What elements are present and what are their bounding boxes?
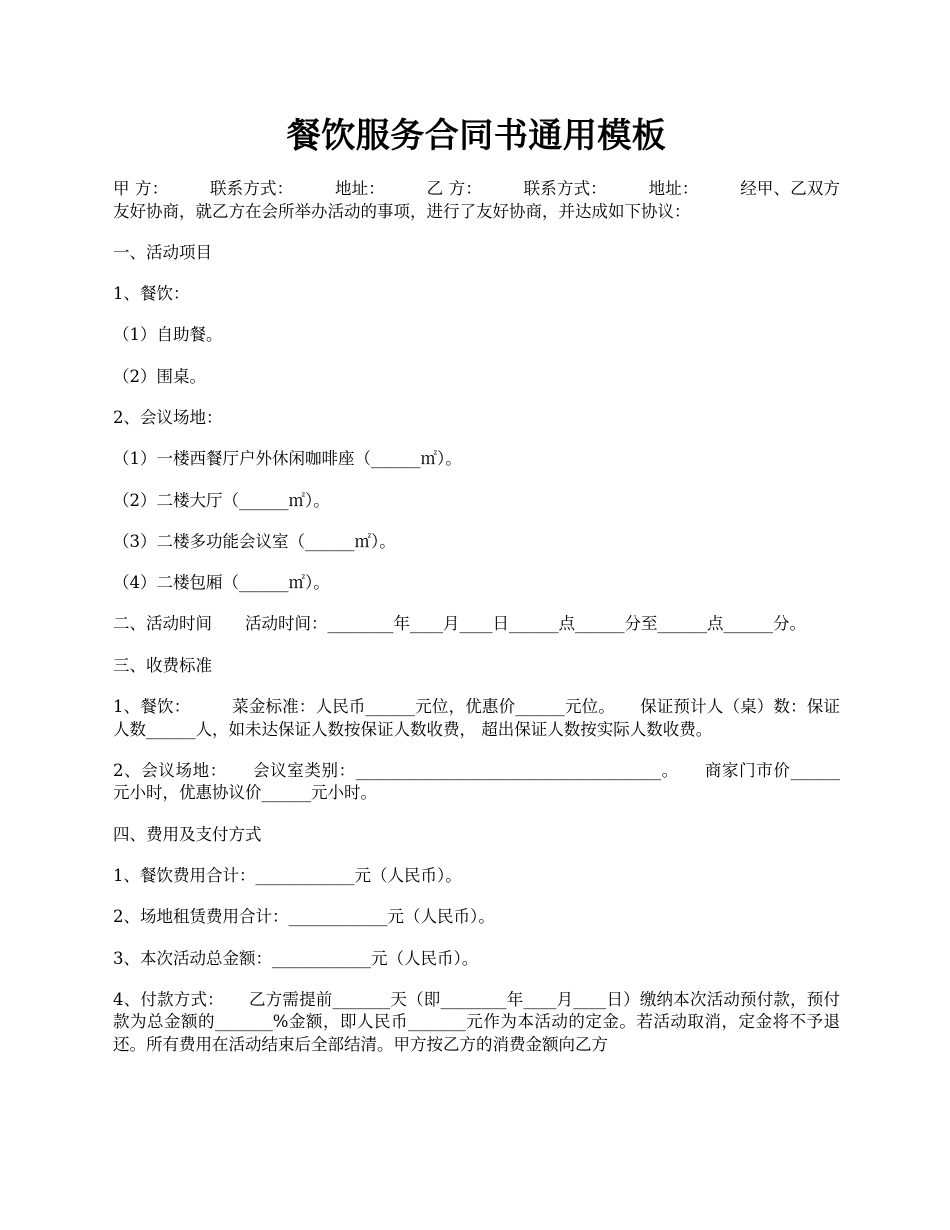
payment-method-paragraph: 4、付款方式： 乙方需提前_______天（即________年____月____日）缴纳本次活动预付款，预付款为总金额的_______%金额，即人民币_______元作为本活动的定金。若活动取消，定金将不予退还。所有费用在活动结束后全部结清。甲方按乙方的消费金额向乙方 (113, 989, 840, 1054)
document-body (113, 178, 840, 1075)
section-heading-payment: 四、费用及支付方式 (113, 824, 262, 844)
fee-catering-paragraph: 1、餐饮： 菜金标准：人民币______元位，优惠价______元位。 保证预计人（桌）数：保证人数______人，如未达保证人数按保证人数收费， 超出保证人数按实际人数收费。 (113, 697, 840, 739)
document-title: 餐饮服务合同书通用模板 (286, 116, 667, 156)
section-activity-time: 二、活动时间 活动时间：________年____月____日______点______分至______点______分。 (113, 614, 806, 634)
venue-option-meeting-room: （3）二楼多功能会议室（______㎡）。 (113, 531, 396, 551)
payment-catering-total: 1、餐饮费用合计：____________元（人民币）。 (113, 865, 462, 885)
item-catering: 1、餐饮： (113, 284, 190, 304)
item-buffet: （1）自助餐。 (113, 325, 223, 345)
payment-grand-total: 3、本次活动总金额：____________元（人民币）。 (113, 948, 479, 968)
fee-venue-paragraph: 2、会议场地： 会议室类别：_____________________________________。 商家门市价______元小时，优惠协议价______元小时。 (113, 760, 840, 803)
section-heading-activity: 一、活动项目 (113, 242, 212, 262)
parties-paragraph: 甲 方： 联系方式： 地址： 乙 方： 联系方式： 地址： 经甲、乙双方友好协商，就乙方在会所举办活动的事项，进行了友好协商，并达成如下协议： (113, 179, 840, 221)
venue-option-hall: （2）二楼大厅（______㎡）。 (113, 490, 330, 510)
item-round-table: （2）围桌。 (113, 366, 206, 386)
payment-venue-total: 2、场地租赁费用合计：____________元（人民币）。 (113, 907, 495, 927)
section-heading-fees: 三、收费标准 (113, 655, 212, 675)
venue-option-private-room: （4）二楼包厢（______㎡）。 (113, 573, 330, 593)
item-venue: 2、会议场地： (113, 407, 223, 427)
venue-option-cafe: （1）一楼西餐厅户外休闲咖啡座（______㎡）。 (113, 449, 462, 469)
